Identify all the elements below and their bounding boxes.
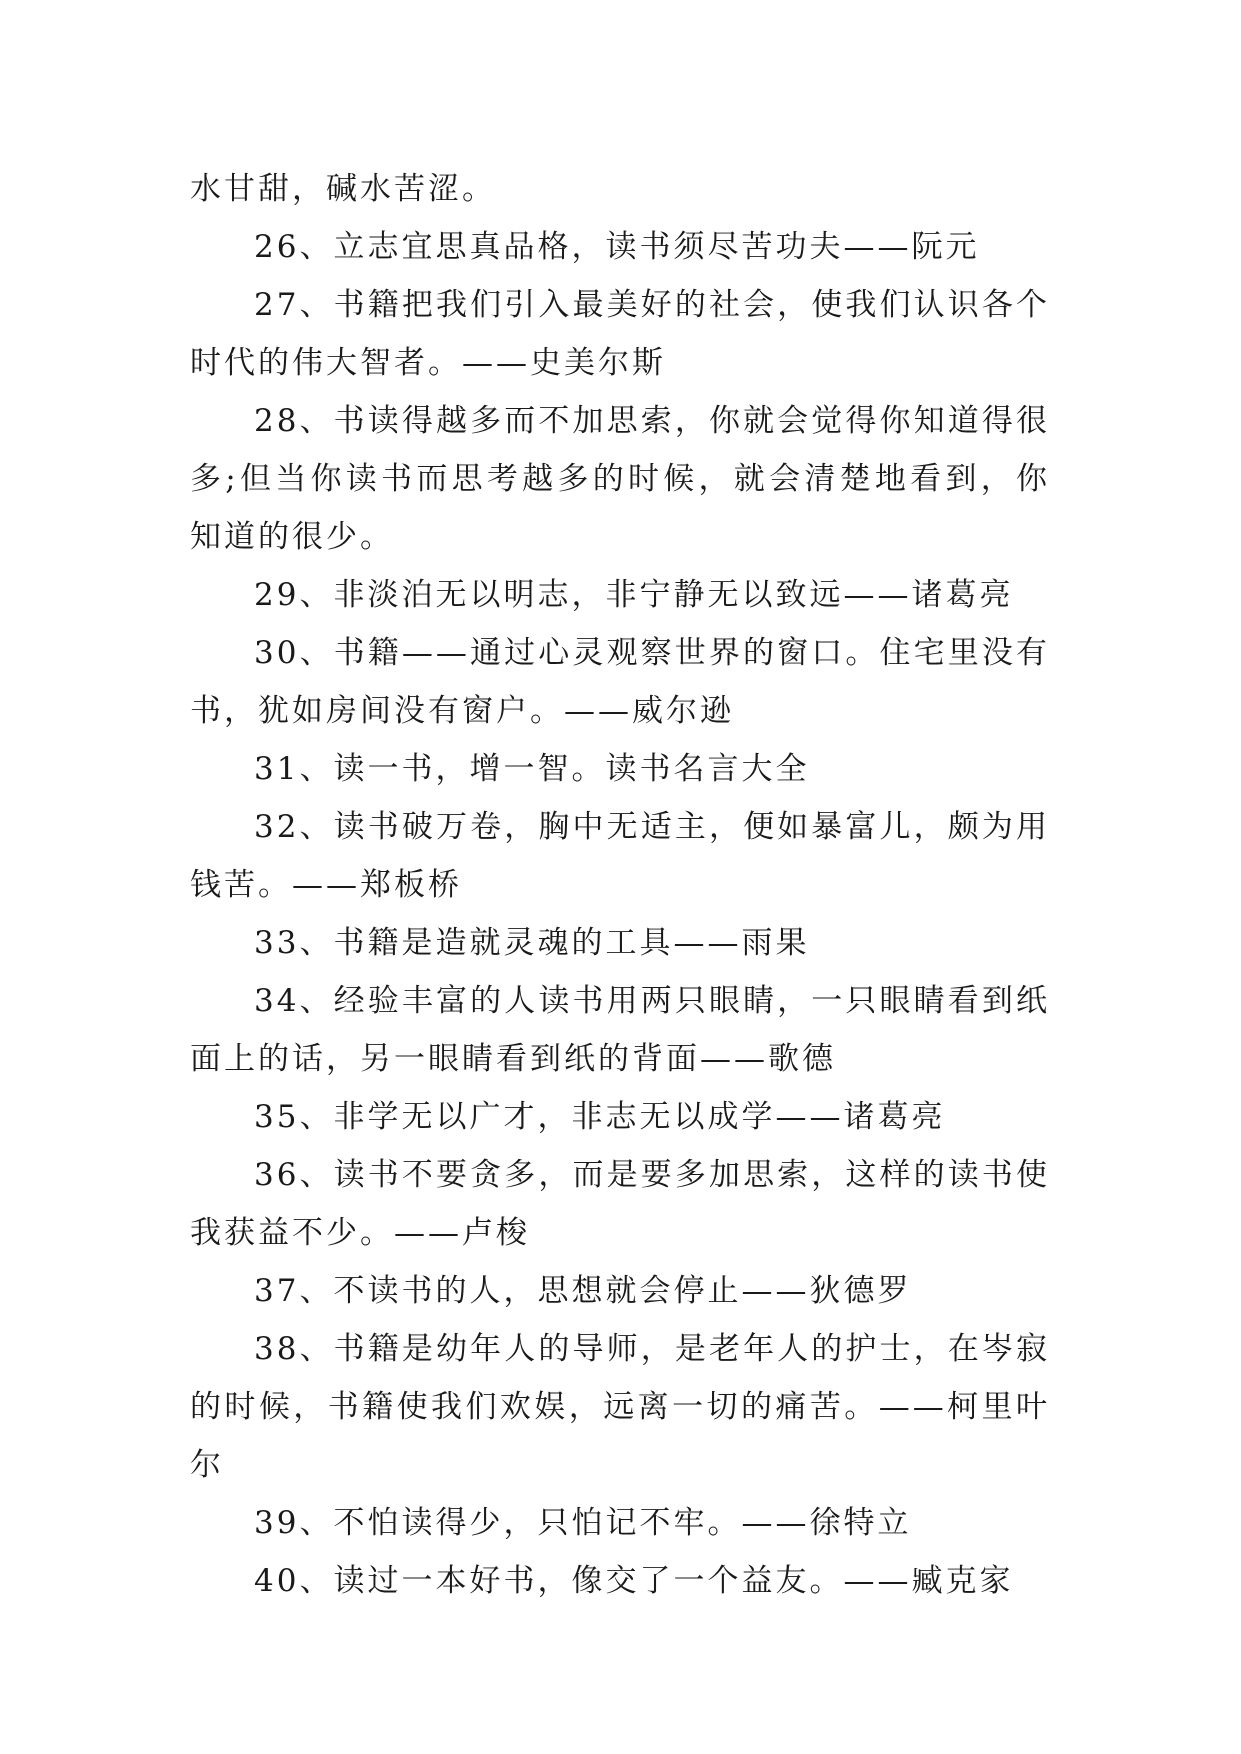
paragraph: 36、读书不要贪多，而是要多加思索，这样的读书使我获益不少。——卢梭	[190, 1157, 1050, 1251]
paragraph: 28、书读得越多而不加思索，你就会觉得你知道得很多;但当你读书而思考越多的时候，就会清楚地看到，你知道的很少。	[190, 403, 1050, 555]
paragraph: 32、读书破万卷，胸中无适主，便如暴富儿，颇为用钱苦。——郑板桥	[190, 809, 1050, 903]
paragraph: 水甘甜，碱水苦涩。	[190, 171, 496, 207]
paragraph: 40、读过一本好书，像交了一个益友。——臧克家	[254, 1563, 1014, 1599]
paragraph: 31、读一书，增一智。读书名言大全	[254, 751, 810, 787]
paragraph: 30、书籍——通过心灵观察世界的窗口。住宅里没有书，犹如房间没有窗户。——威尔逊	[190, 635, 1050, 729]
paragraph: 38、书籍是幼年人的导师，是老年人的护士，在岑寂的时候，书籍使我们欢娱，远离一切的痛苦。——柯里叶尔	[190, 1331, 1050, 1483]
paragraph: 35、非学无以广才，非志无以成学——诸葛亮	[254, 1099, 946, 1135]
paragraph: 27、书籍把我们引入最美好的社会，使我们认识各个时代的伟大智者。——史美尔斯	[190, 287, 1050, 381]
document-body	[190, 160, 1050, 1610]
paragraph: 37、不读书的人，思想就会停止——狄德罗	[254, 1273, 912, 1309]
paragraph: 39、不怕读得少，只怕记不牢。——徐特立	[254, 1505, 912, 1541]
paragraph: 33、书籍是造就灵魂的工具——雨果	[254, 925, 810, 961]
paragraph: 26、立志宜思真品格，读书须尽苦功夫——阮元	[254, 229, 980, 265]
paragraph: 29、非淡泊无以明志，非宁静无以致远——诸葛亮	[254, 577, 1014, 613]
paragraph: 34、经验丰富的人读书用两只眼睛，一只眼睛看到纸面上的话，另一眼睛看到纸的背面——歌德	[190, 983, 1050, 1077]
